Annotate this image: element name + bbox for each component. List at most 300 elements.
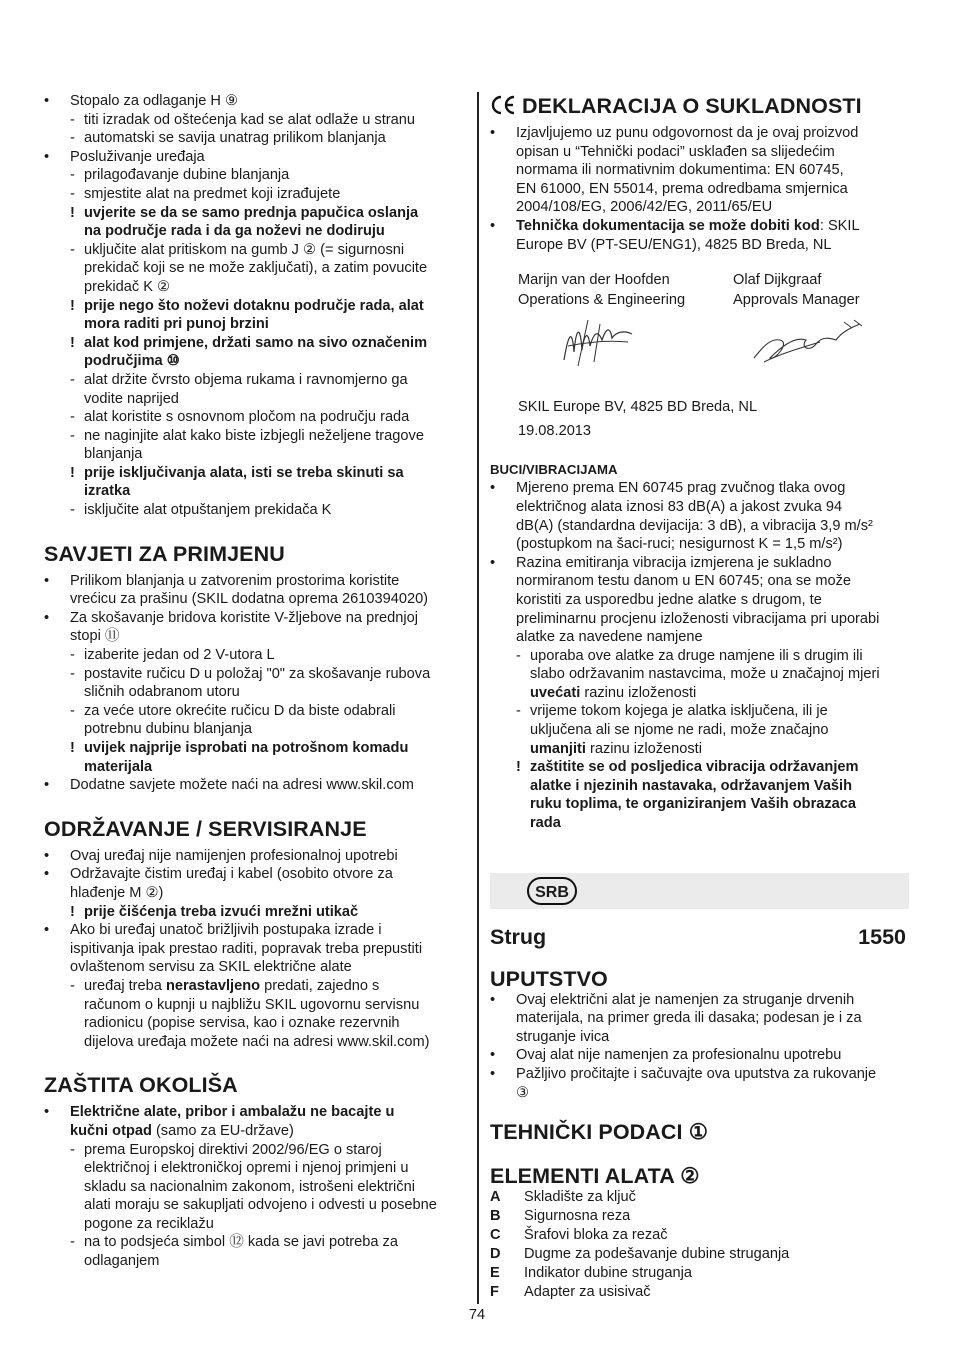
text-run: Izjavljujemo uz punu odgovornost da je ovaj proizvod [516, 125, 859, 141]
list-item-text [84, 260, 427, 276]
text-run: uporaba ove alatke za druge namjene ili s drugim ili [530, 647, 863, 664]
list-item-text [84, 446, 142, 462]
list-item-text [84, 428, 424, 444]
signature-2-image [750, 318, 870, 368]
elementi-legend [490, 1188, 910, 1302]
list-item [490, 1046, 910, 1065]
text-run: automatski se savija unatrag prilikom blanjanja [84, 130, 386, 147]
text-run: sličnih odabranom utoru [84, 684, 240, 701]
list-item-text [84, 1234, 398, 1250]
intro-list [44, 92, 466, 520]
list-item [44, 996, 466, 1015]
text-run: uvjerite se da se samo prednja papučica oslanja [84, 204, 419, 221]
bold-run: nerastavljeno [165, 977, 261, 994]
dash-icon: - [70, 167, 75, 184]
list-item-text [84, 1197, 437, 1213]
list-item-text [530, 741, 702, 757]
text-run: postavite ručicu D u položaj "0" za skošavanje rubova [84, 665, 431, 682]
text-run: alat držite čvrsto objema rukama i ravnomjerno ga [84, 371, 408, 388]
list-item [44, 847, 466, 866]
product-name: Strug [490, 924, 547, 949]
list-item-text [84, 978, 379, 994]
deklaracija-list [490, 124, 910, 254]
text-run: Ovaj električni alat je namenjen za struganje drvenih [516, 991, 855, 1008]
list-item [490, 814, 910, 833]
text-run: dijelova uređaja možete naći na adresi www.skil.com) [84, 1033, 430, 1050]
list-item [44, 352, 466, 371]
text-run: normiranom testu danom u EN 60745; ona se može [516, 573, 852, 590]
legend-text: Skladište za ključ [524, 1189, 636, 1206]
list-item [490, 1028, 910, 1047]
list-item [44, 334, 466, 353]
list-item [44, 1159, 466, 1178]
dash-icon: - [70, 702, 75, 719]
elementi-heading: ELEMENTI ALATA ② [490, 1164, 700, 1189]
list-item [44, 609, 466, 628]
list-item [44, 129, 466, 148]
signer2-name: Olaf Dijkgraaf [733, 272, 822, 289]
list-item-text [84, 205, 418, 221]
list-item [44, 884, 466, 903]
uputstvo-list [490, 991, 910, 1103]
text-run: ne naginjite alat kako biste izbjegli neželjene tragove [84, 427, 424, 444]
text-run: struganje ivica [516, 1028, 610, 1045]
text-run: računom o kupnji u najbližu SKIL ugovornu servisnu [84, 996, 420, 1013]
list-item [490, 535, 910, 554]
text-run: prekidač koji se ne može zaključati), a zatim povucite [84, 260, 428, 277]
text-run: na područje rada i da ga noževi ne dodiruju [84, 223, 385, 240]
page-number: 74 [468, 1307, 486, 1323]
list-item-text [84, 721, 252, 737]
list-item [44, 1178, 466, 1197]
text-run: izaberite jedan od 2 V-utora L [84, 647, 275, 664]
list-item-text [516, 573, 851, 589]
list-item [490, 610, 910, 629]
list-item [44, 501, 466, 520]
list-item [44, 665, 466, 684]
signer2-role: Approvals Manager [733, 292, 860, 309]
text-run: koristiti za usporedbu jedne alatke s drugom, te [516, 591, 822, 608]
list-item-text [516, 629, 703, 645]
text-run: razinu izloženosti [585, 740, 702, 757]
list-item [44, 627, 466, 646]
odrzavanje-list [44, 847, 466, 1052]
bullet-icon: • [44, 922, 50, 939]
list-item-text [530, 759, 858, 775]
list-item-text [84, 242, 404, 258]
list-item-text [84, 1015, 400, 1031]
text-run: područjima ⑩ [84, 353, 180, 370]
list-item-text [70, 610, 418, 626]
text-run: hlađenje M ②) [70, 884, 164, 901]
list-item-text [516, 555, 832, 571]
text-run: pogone za reciklažu [84, 1215, 214, 1232]
list-item-text [516, 199, 772, 215]
legend-key: D [490, 1246, 501, 1263]
text-run: ovlaštenom servisu za SKIL električne alate [70, 959, 352, 976]
list-item [490, 1065, 910, 1084]
list-item [44, 702, 466, 721]
bullet-icon: • [44, 609, 50, 626]
list-item [490, 236, 910, 255]
list-item-text [84, 904, 358, 920]
list-item [490, 161, 910, 180]
list-item [490, 991, 910, 1010]
deklaracija-heading [490, 94, 910, 118]
bold-run: Tehnička dokumentacija se može dobiti kod [516, 217, 820, 234]
list-item-text [70, 591, 428, 607]
list-item [490, 647, 910, 666]
dash-icon: - [70, 185, 75, 202]
text-run: uvijek najprije isprobati na potrošnom komadu [84, 740, 409, 756]
text-run: zaštitite se od posljedica vibracija održavanjem [530, 759, 859, 776]
text-run: uređaj treba [84, 977, 166, 994]
bullet-icon: • [44, 1104, 50, 1121]
list-item-text [516, 1066, 876, 1082]
list-item [44, 776, 466, 795]
list-item [490, 777, 910, 796]
list-item [490, 1009, 910, 1028]
language-bar [490, 873, 909, 909]
text-run: preliminarnu procjenu izloženosti vibracijama pri uporabi [516, 610, 880, 627]
list-item [490, 684, 910, 703]
right-column [490, 92, 910, 1302]
list-item [44, 940, 466, 959]
list-item-text [70, 959, 352, 975]
list-item-text [84, 186, 340, 202]
list-item-text [70, 1104, 394, 1120]
list-item-text [84, 1034, 430, 1050]
text-run: vodite naprijed [84, 390, 179, 407]
odrzavanje-heading: ODRŽAVANJE / SERVISIRANJE [44, 816, 367, 841]
bold-run: umanjiti [530, 740, 586, 757]
list-item-text [530, 703, 828, 719]
list-item [44, 590, 466, 609]
legend-item [490, 1245, 910, 1264]
list-item-text [70, 149, 205, 165]
bullet-icon: • [490, 217, 496, 234]
list-item-text [84, 167, 289, 183]
list-item-text [84, 1142, 382, 1158]
list-item-text [84, 740, 408, 756]
list-item-text [516, 499, 842, 515]
text-run: alat koristite s osnovnom pločom na području rada [84, 409, 410, 426]
signer1-name: Marijn van der Hoofden [518, 272, 670, 289]
list-item [490, 795, 910, 814]
dash-icon: - [70, 111, 75, 128]
list-item-text [516, 611, 879, 627]
legend-key: F [490, 1284, 499, 1301]
list-item-text [84, 112, 415, 128]
list-item [490, 721, 910, 740]
bullet-icon: • [490, 1047, 496, 1064]
ce-mark-icon [490, 95, 516, 115]
bullet-icon: • [44, 777, 50, 794]
text-run: materijala, na primer greda ili dasaka; podesan je i za [516, 1010, 862, 1027]
text-run: ruku toplima, te organiziranjem Vaših obrazaca [530, 796, 857, 813]
list-item-text [84, 1160, 408, 1176]
dash-icon: - [70, 665, 75, 682]
list-item [44, 1033, 466, 1052]
legend-text: Dugme za podešavanje dubine struganja [524, 1246, 790, 1263]
legend-text: Adapter za usisivač [524, 1284, 651, 1301]
list-item [44, 371, 466, 390]
text-run: Posluživanje uređaja [70, 148, 205, 165]
list-item-text [70, 941, 422, 957]
bullet-icon: • [44, 866, 50, 883]
text-run: stopi ⑪ [70, 628, 120, 645]
warning-mark-icon: ! [70, 740, 75, 756]
list-item [44, 241, 466, 260]
list-item [44, 903, 466, 922]
list-item [44, 646, 466, 665]
list-item-text [84, 703, 396, 719]
text-run: Pažljivo pročitajte i sačuvajte ova uputstva za rukovanje [516, 1066, 877, 1082]
text-run: alatke i njezinih nastavaka, održavanjem Vaših [530, 777, 853, 794]
list-item-text [70, 777, 414, 793]
bold-run: kučni otpad [70, 1122, 152, 1139]
company-address: SKIL Europe BV, 4825 BD Breda, NL [518, 399, 758, 416]
list-item-text [70, 922, 382, 938]
list-item-text [530, 685, 696, 701]
list-item-text [516, 181, 848, 197]
list-item [490, 554, 910, 573]
dash-icon: - [516, 703, 521, 720]
legend-key: A [490, 1189, 501, 1206]
dash-icon: - [70, 1141, 75, 1158]
list-item [490, 143, 910, 162]
uputstvo-heading: UPUTSTVO [490, 966, 608, 991]
column-divider [477, 92, 479, 1304]
text-run: električnoj i elektroničkoj opremi i njenoj primjeni u [84, 1160, 409, 1177]
bullet-icon: • [490, 480, 496, 497]
list-item-text [530, 778, 852, 794]
text-run: Prilikom blanjanja u zatvorenim prostorima koristite [70, 572, 400, 589]
list-item-text [530, 722, 829, 738]
srb-badge: SRB [527, 877, 577, 905]
text-run: normama ili normativnim dokumentima: EN 60745, [516, 162, 844, 179]
zastita-heading: ZAŠTITA OKOLIŠA [44, 1073, 238, 1098]
list-item-text [84, 130, 386, 146]
list-item-text [84, 391, 179, 407]
list-item [44, 166, 466, 185]
list-item [44, 445, 466, 464]
product-number: 1550 [858, 924, 906, 949]
dash-icon: - [70, 427, 75, 444]
list-item [44, 204, 466, 223]
list-item-text [70, 848, 398, 864]
text-run: vrijeme tokom kojega je alatka isključena, ili je [530, 703, 828, 720]
list-item-text [84, 223, 385, 239]
list-item-text [84, 316, 269, 332]
list-item [44, 865, 466, 884]
legend-text: Šrafovi bloka za rezač [524, 1227, 668, 1244]
legend-item [490, 1188, 910, 1207]
list-item-text [516, 125, 858, 141]
list-item-text [516, 518, 873, 534]
list-item [44, 185, 466, 204]
list-item [44, 408, 466, 427]
list-item-text [84, 1216, 214, 1232]
text-run: prema Europskoj direktivi 2002/96/EG o staroj [84, 1141, 382, 1158]
list-item-text [516, 1010, 862, 1026]
list-item-text [84, 502, 331, 518]
text-run: 2004/108/EG, 2006/42/EG, 2011/65/EU [516, 199, 773, 216]
list-item-text [530, 666, 880, 682]
text-run: razinu izloženosti [580, 684, 697, 701]
list-item-text [70, 628, 119, 644]
bullet-icon: • [44, 847, 50, 864]
list-item-text [70, 1123, 294, 1139]
text-run: : SKIL [819, 217, 860, 234]
declaration-date: 19.08.2013 [518, 422, 592, 439]
bullet-icon: • [44, 93, 50, 109]
list-item [490, 517, 910, 536]
text-run: Stopalo za odlaganje H ⑨ [70, 93, 239, 109]
legend-item [490, 1226, 910, 1245]
dash-icon: - [70, 409, 75, 426]
warning-mark-icon: ! [70, 334, 75, 351]
warning-mark-icon: ! [516, 759, 521, 776]
list-item-text [516, 162, 844, 178]
list-item-text [84, 353, 180, 369]
list-item [490, 124, 910, 143]
list-item-text [516, 1029, 609, 1045]
text-run: slabo održavanim nastavcima, može u značajnoj mjeri [530, 666, 880, 683]
list-item-text [84, 372, 408, 388]
list-item-text [84, 997, 419, 1013]
text-run: ispitivanja ipak prestao raditi, popravak treba prepustiti [70, 940, 423, 957]
left-column [44, 92, 466, 1271]
text-run: ③ [516, 1084, 530, 1101]
text-run: alat kod primjene, držati samo na sivo označenim [84, 334, 428, 351]
dash-icon: - [70, 1234, 75, 1251]
list-item [44, 148, 466, 167]
list-item-text [70, 573, 399, 589]
text-run: predati, zajedno s [260, 977, 380, 994]
signer1-role: Operations & Engineering [518, 292, 686, 309]
dash-icon: - [70, 977, 75, 994]
text-run: Ovaj uređaj nije namijenjen profesionalnoj upotrebi [70, 847, 398, 864]
text-run: blanjanja [84, 446, 143, 463]
bullet-icon: • [490, 1066, 496, 1082]
text-run: Ovaj alat nije namenjen za profesionalnu upotrebu [516, 1047, 842, 1064]
list-item [44, 739, 466, 758]
text-run: prije čišćenja treba izvući mrežni utikač [84, 903, 359, 920]
list-item [44, 222, 466, 241]
bullet-icon: • [44, 572, 50, 589]
list-item-text [70, 93, 238, 109]
text-run: (samo za EU-države) [151, 1122, 294, 1139]
list-item [44, 464, 466, 483]
list-item-text [84, 759, 152, 775]
text-run: Električne alate, pribor i ambalažu ne bacajte u [70, 1104, 395, 1121]
list-item-text [530, 648, 863, 664]
text-run: skladu sa nacionalnim zakonom, istrošeni električni [84, 1178, 415, 1195]
text-run: na to podsjeća simbol ⑫ kada se javi potreba za [84, 1234, 398, 1251]
list-item-text [530, 796, 856, 812]
product-title-row [490, 925, 906, 949]
dash-icon: - [70, 371, 75, 388]
text-run: mora raditi pri punoj brzini [84, 316, 269, 333]
dash-icon: - [516, 647, 521, 664]
text-run: potrebnu dubinu blanjanja [84, 721, 252, 738]
list-item [44, 1122, 466, 1141]
list-item [44, 278, 466, 297]
text-run: odlaganjem [84, 1253, 160, 1270]
list-item-text [70, 866, 393, 882]
zastita-list [44, 1103, 466, 1270]
list-item [490, 479, 910, 498]
text-run: radionicu (popise servisa, kao i oznake rezervnih [84, 1015, 400, 1032]
list-item [44, 958, 466, 977]
list-item-text [84, 647, 275, 663]
text-run: (postupkom na šaci-ruci; nesigurnost K = 1,5 m/s²) [516, 536, 843, 553]
bold-run: uvećati [530, 684, 581, 701]
bullet-icon: • [44, 148, 50, 165]
list-item-text [516, 536, 842, 552]
legend-key: B [490, 1208, 501, 1225]
text-run: Mjereno prema EN 60745 prag zvučnog tlaka ovog [516, 480, 846, 497]
list-item [490, 198, 910, 217]
list-item [44, 92, 466, 111]
text-run: prekidač K ② [84, 278, 171, 295]
list-item [44, 921, 466, 940]
text-run: vrećicu za prašinu (SKIL dodatna oprema 2610394020) [70, 591, 429, 608]
text-run: titi izradak od oštećenja kad se alat odlaže u stranu [84, 111, 415, 128]
bullet-icon: • [490, 125, 496, 141]
list-item [490, 665, 910, 684]
list-item [490, 591, 910, 610]
list-item [490, 628, 910, 647]
list-item [44, 1196, 466, 1215]
list-item-text [70, 885, 163, 901]
list-item-text [84, 465, 404, 481]
text-run: Održavajte čistim uređaj i kabel (osobito otvore za [70, 866, 393, 883]
text-run: EN 61000, EN 55014, prema odredbama smjernica [516, 180, 848, 197]
list-item [490, 498, 910, 517]
list-item [44, 1215, 466, 1234]
deklaracija-title: DEKLARACIJA O SUKLADNOSTI [522, 94, 862, 118]
list-item-text [516, 1085, 529, 1101]
list-item [44, 427, 466, 446]
list-item [44, 482, 466, 501]
savjeti-heading: SAVJETI ZA PRIMJENU [44, 541, 285, 566]
legend-key: E [490, 1265, 500, 1282]
list-item [44, 315, 466, 334]
warning-mark-icon: ! [70, 464, 75, 481]
list-item [490, 217, 910, 236]
list-item [490, 1084, 910, 1103]
text-run: uključena ali se njome ne radi, može značajno [530, 722, 829, 739]
list-item-text [84, 1253, 159, 1269]
warning-mark-icon: ! [70, 204, 75, 221]
text-run: prije nego što noževi dotaknu područje rada, alat [84, 297, 424, 314]
list-item-text [84, 279, 170, 295]
text-run: Za skošavanje bridova koristite V-žljebove na prednjoj [70, 609, 419, 626]
legend-item [490, 1207, 910, 1226]
list-item-text [84, 409, 409, 425]
text-run: prije isključivanja alata, isti se treba skinuti sa [84, 464, 404, 481]
text-run: električnog alata iznosi 83 dB(A) a jakost zvuka 94 [516, 498, 843, 515]
text-run: dB(A) (standardna devijacija: 3 dB), a vibracija 3,9 m/s² [516, 517, 873, 534]
list-item [44, 259, 466, 278]
list-item [490, 180, 910, 199]
dash-icon: - [70, 647, 75, 664]
list-item [44, 758, 466, 777]
text-run: Ako bi uređaj unatoč brižljivih postupaka izrade i [70, 922, 382, 939]
list-item [44, 572, 466, 591]
